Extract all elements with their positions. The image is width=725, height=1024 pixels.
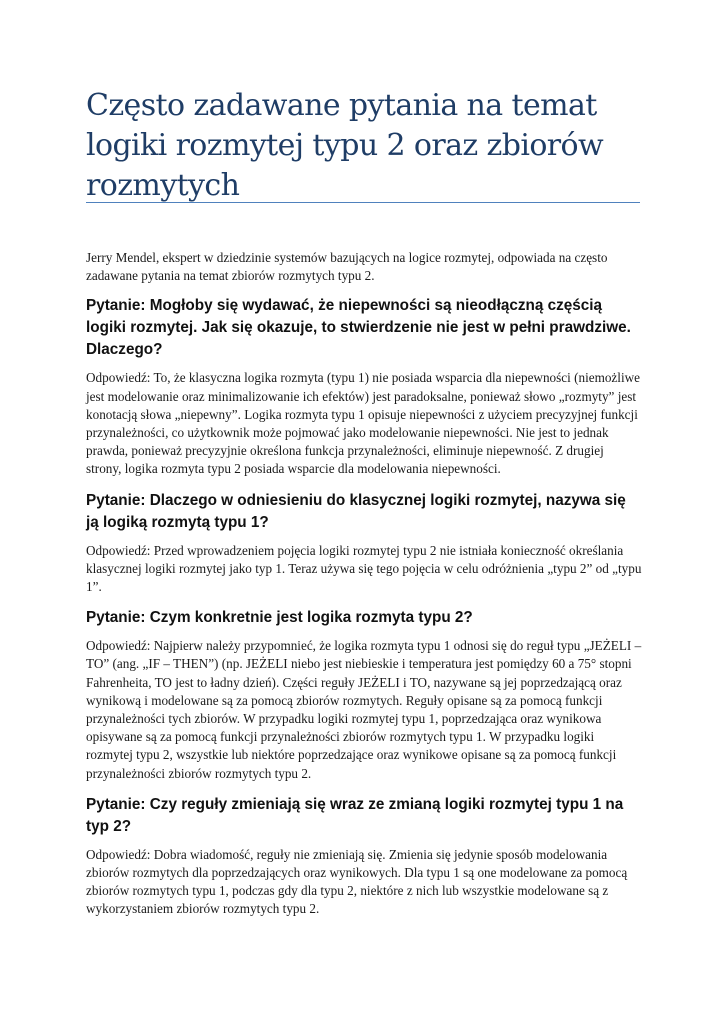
question-heading: Pytanie: Dlaczego w odniesieniu do klasycznej logiki rozmytej, nazywa się ją logiką rozmytą typu 1?	[86, 491, 626, 531]
qa-item	[86, 490, 642, 597]
question-heading: Pytanie: Mogłoby się wydawać, że niepewności są nieodłączną częścią logiki rozmytej. Jak się okazuje, to stwierdzenie nie jest w pełni prawdziwe. Dlaczego?	[86, 297, 631, 359]
answer-paragraph: Odpowiedź: Przed wprowadzeniem pojęcia logiki rozmytej typu 2 nie istniała konieczność określania klasycznej logiki rozmytej jako typ 1. Teraz używa się tego pojęcia w celu odróżnienia „typu 2” od „typu 1”.	[86, 542, 642, 595]
question-heading: Pytanie: Czym konkretnie jest logika rozmyta typu 2?	[86, 609, 473, 627]
page-title: Często zadawane pytania na temat logiki rozmytej typu 2 oraz zbiorów rozmytych	[86, 88, 604, 203]
document-body	[86, 249, 642, 930]
qa-item	[86, 794, 642, 919]
answer-paragraph: Odpowiedź: Dobra wiadomość, reguły nie zmieniają się. Zmienia się jedynie sposób modelowania zbiorów rozmytych dla poprzedzających oraz wynikowych. Dla typu 1 są one modelowane za pomocą zbiorów rozmytych typu 1, podczas gdy dla typu 2, niektóre z nich lub wszystkie modelowane są z wykorzystaniem zbiorów rozmytych typu 2.	[86, 846, 628, 917]
qa-item	[86, 295, 642, 478]
title-underline	[86, 202, 640, 203]
answer-paragraph: Odpowiedź: To, że klasyczna logika rozmyta (typu 1) nie posiada wsparcia dla niepewności (niemożliwe jest modelowanie oraz minimalizowanie ich efektów) jest paradoksalne, ponieważ słowo „rozmyty” jest konotacją słowa „niepewny”. Logika rozmyta typu 1 opisuje niepewności z użyciem precyzyjnej funkcji przynależności, co użytkownik może pojmować jako modelowanie niepewności. Nie jest to jednak prawda, ponieważ precyzyjnie określona funkcja przynależności, eliminuje niepewność. Z drugiej strony, logika rozmyta typu 2 posiada wsparcie dla modelowania niepewności.	[86, 370, 640, 477]
answer-paragraph: Odpowiedź: Najpierw należy przypomnieć, że logika rozmyta typu 1 odnosi się do reguł typu „JEŻELI – TO” (ang. „IF – THEN”) (np. JEŻELI niebo jest niebieskie i temperatura jest pomiędzy 60 a 75° stopni Fahrenheita, TO jest to ładny dzień). Części reguły JEŻELI i TO, nazywane są jej poprzedzającą oraz wynikową i modelowane są za pomocą zbiorów rozmytych. Reguły opisane są za pomocą funkcji przynależności tych zbiorów. W przypadku logiki rozmytej typu 1, poprzedzająca oraz wynikowa opisywane są za pomocą funkcji przynależności zbiorów rozmytych typu 1. W przypadku logiki rozmytej typu 2, wszystkie lub niektóre poprzedzające oraz wynikowe opisane są za pomocą funkcji przynależności zbiorów rozmytych typu 2.	[86, 638, 642, 781]
qa-item	[86, 607, 642, 783]
question-heading: Pytanie: Czy reguły zmieniają się wraz ze zmianą logiki rozmytej typu 1 na typ 2?	[86, 795, 624, 835]
intro-paragraph: Jerry Mendel, ekspert w dziedzinie systemów bazujących na logice rozmytej, odpowiada na często zadawane pytania na temat zbiorów rozmytych typu 2.	[86, 250, 608, 284]
